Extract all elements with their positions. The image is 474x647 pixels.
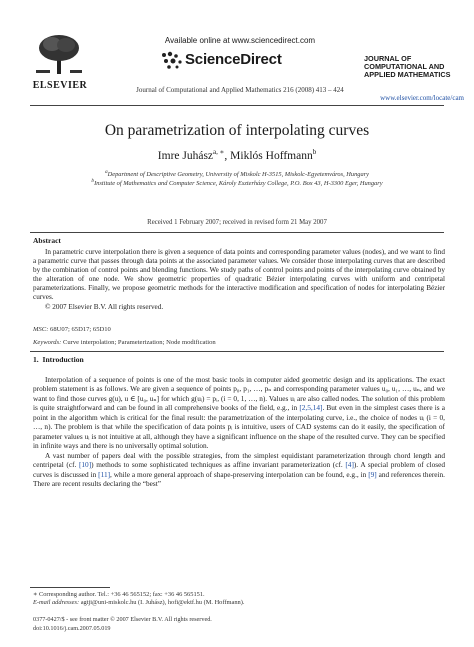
elsevier-tree-icon xyxy=(30,32,88,76)
citation-link[interactable]: [4] xyxy=(345,460,354,470)
intro-body xyxy=(33,375,445,488)
affil-text: Department of Descriptive Geometry, University of Miskolc H-3515, Miskolc-Egyetemváros, Hungary xyxy=(107,171,370,179)
affil-text: Institute of Mathematics and Computer Science, Károly Eszterházy College, P.O. Box 43, H-3300 Eger, Hungary xyxy=(94,180,383,188)
intro-paragraph xyxy=(33,451,445,489)
abstract-bottom-divider xyxy=(30,351,444,352)
footnote-divider xyxy=(30,587,110,588)
paper-title: On parametrization of interpolating curves xyxy=(104,122,370,139)
affil-marker: a xyxy=(104,169,108,175)
msc-line xyxy=(33,326,111,333)
journal-url-link[interactable]: www.elsevier.com/locate/cam xyxy=(380,94,464,102)
author-affil-marker[interactable]: a, ∗ xyxy=(213,148,225,156)
abstract-heading: Abstract xyxy=(33,236,61,245)
journal-title-line: JOURNAL OF xyxy=(364,54,412,63)
email-label: E-mail addresses: xyxy=(33,599,80,606)
available-online-text[interactable]: Available online at www.sciencedirect.com xyxy=(164,36,316,45)
intro-text: and references therein. There are recent results declaring the “best” xyxy=(33,469,445,488)
intro-text: , while a more general approach of shape-preserving interpolation can be found, e.g., in xyxy=(110,469,369,479)
keywords-line xyxy=(33,339,216,346)
keywords-text: Curve interpolation; Parameterization; Node modification xyxy=(62,339,216,346)
author-separator: , xyxy=(224,149,231,162)
authors xyxy=(20,148,454,162)
email-addresses[interactable]: agtji@uni-miskolc.hu (I. Juhász), hofi@ektf.hu (M. Hoffmann). xyxy=(79,599,245,606)
journal-title-line: APPLIED MATHEMATICS xyxy=(364,70,451,79)
intro-paragraph xyxy=(33,375,445,451)
journal-citation: Journal of Computational and Applied Mathematics 216 (2008) 413 – 424 xyxy=(136,86,344,94)
citation-link[interactable]: [2,5,14] xyxy=(299,403,323,413)
author-affil-marker[interactable]: b xyxy=(312,148,317,156)
section-heading xyxy=(33,355,84,364)
abstract-body xyxy=(33,248,445,312)
author-name: Miklós Hoffmann xyxy=(230,149,313,162)
intro-text: ). A special problem of closed curves is discussed in xyxy=(33,460,445,479)
journal-title-line: COMPUTATIONAL AND xyxy=(364,62,445,71)
publisher-logo-text: ELSEVIER xyxy=(32,80,88,91)
keywords-label: Keywords: xyxy=(33,339,62,346)
abstract-top-divider xyxy=(30,232,444,233)
abstract-text: In parametric curve interpolation there is given a sequence of data points and corresponding parameter values (nodes), and we want to find a parametric curve that passes through data points at the associated parameter values. We consider those interpolating curves that are described by the combination of control points and blending functions. We study paths of control points and points of the interpolating curve obtained by the alteration of one node. We show geometric properties of quadratic Bézier interpolating curves with uniform and centripetal parameterizations. Finally, we propose geometric methods for the interactive modification and specification of nodes for interpolating Bézier curves. xyxy=(33,248,445,302)
intro-text: ) methods to some sophisticated techniques as affine invariant parameterization (cf. xyxy=(91,460,346,470)
affil-marker: b xyxy=(91,178,95,184)
author-name: Imre Juhász xyxy=(157,149,214,162)
msc-codes: 68U07; 65D17; 65D10 xyxy=(50,326,111,333)
citation-link[interactable]: [9] xyxy=(368,469,377,479)
journal-title xyxy=(364,55,464,79)
abstract-copyright: © 2007 Elsevier B.V. All rights reserved. xyxy=(45,302,164,311)
received-dates: Received 1 February 2007; received in revised form 21 May 2007 xyxy=(147,219,327,226)
section-title: Introduction xyxy=(42,355,84,364)
affiliation xyxy=(20,178,454,187)
citation-link[interactable]: [10] xyxy=(78,460,92,470)
affiliation xyxy=(20,169,454,178)
msc-label: MSC: xyxy=(33,326,49,333)
intro-text: A vast number of papers deal with the possible strategies, from the simplest equidistant parameterization through chord length and centripetal (cf. xyxy=(33,450,445,470)
section-number: 1. xyxy=(33,355,39,364)
sciencedirect-dots-icon xyxy=(160,50,184,70)
email-footnote xyxy=(33,599,244,606)
intro-text: . But even in the simplest cases there is a point in the algorithm which is critical for the final result: the parametrization of the interpolating curve, i.e., the choice of nodes uᵢ (i = 0, …, n). The problem is that while the specification of data points pᵢ is intuitive, users of CAD systems can do it easily, the specification of parameter values uᵢ is not intuitive at all, although they have a significant influence on the shape of the resulted curve. They can be specified in infinite ways and there is no universally optimal solution. xyxy=(33,403,445,451)
intro-text: Interpolation of a sequence of points is one of the most basic tools in computer aided geometric design and its applications. The exact problem statement is as follows. We are given a sequence of points p₀, p₁, …, pₙ and corresponding parameter values u₀, u₁, …, uₙ, and we want to find those curves g(u), u ∈ [u₀, uₙ] for which g(uᵢ) = pᵢ, (i = 0, 1, …, n). Values uᵢ are also called nodes. The solution of this problem is quite straightforward and can be found in all comprehensive books of the field, e.g., in xyxy=(33,375,445,413)
doi-line[interactable]: doi:10.1016/j.cam.2007.05.019 xyxy=(33,625,111,632)
issn-line: 0377-0427/$ - see front matter © 2007 Elsevier B.V. All rights reserved. xyxy=(33,616,212,623)
sciencedirect-brand: ScienceDirect xyxy=(185,51,282,68)
header-divider xyxy=(30,105,444,106)
corresponding-footnote: ∗ Corresponding author. Tel.: +36 46 565152; fax: +36 46 565151. xyxy=(33,591,205,598)
citation-link[interactable]: [11] xyxy=(98,469,111,479)
